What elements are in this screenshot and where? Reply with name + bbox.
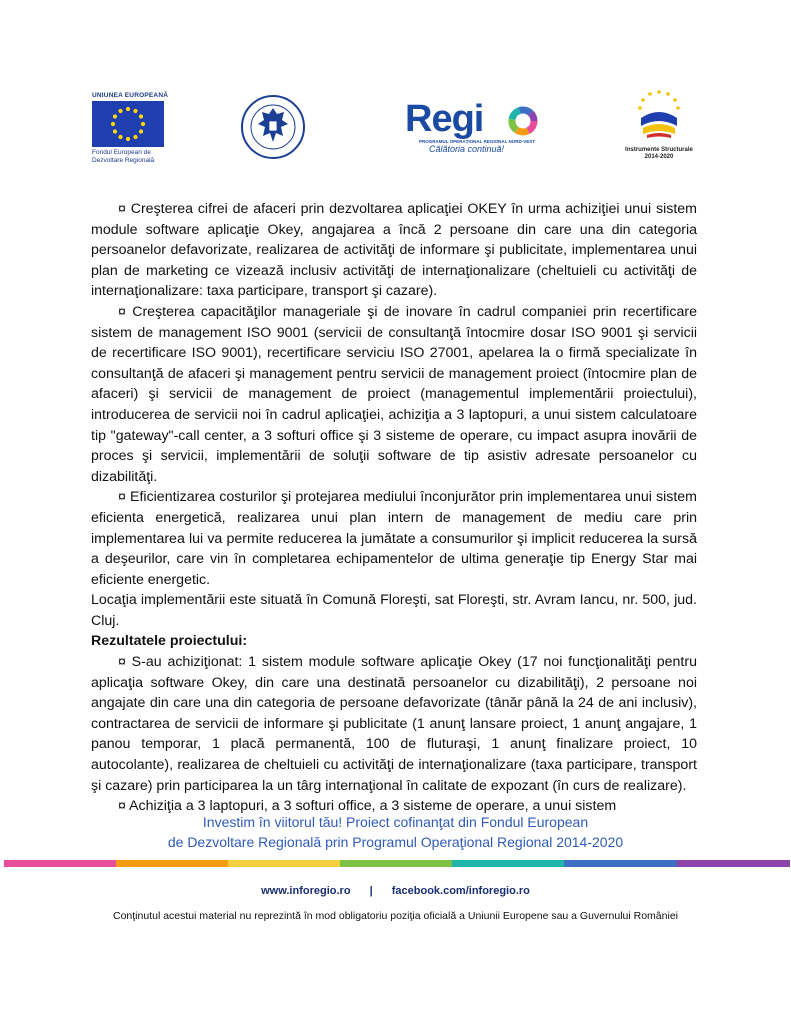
header-logos	[0, 88, 791, 168]
regio-ring-icon	[508, 106, 538, 136]
stripe-purple	[677, 860, 790, 867]
regio-program: PROGRAMUL OPERAȚIONAL REGIONAL	[419, 139, 508, 144]
stripe-teal	[452, 860, 564, 867]
paragraph-result-1: ¤ S-au achiziţionat: 1 sistem module software aplicaţie Okey (17 noi funcţionalităţi pentru aplicaţia software Okey, din care una destinată persoanelor cu dizabilităţi), 2 persoane noi angajate din care una din categoria de persoane defavorizate (tânăr până la 24 de ani inclusiv), contractarea de servicii de informare şi publicitate (1 anunţ lansare proiect, 1 anunţ angajare, 1 panou temporar, 1 placă permanentă, 100 de fluturaşi, 1 anunţ finalizare proiect, 10 autocolante), realizarea de cheltuieli cu activităţi de internaţionalizare (taxa participare, transport şi cazare) prin participarea la un târg internaţional în calitate de expozant (în curs de realizare).	[91, 654, 697, 794]
stripe-green	[340, 860, 452, 867]
paragraph-objective-1: ¤ Creşterea cifrei de afaceri prin dezvoltarea aplicaţiei OKEY în urma achiziţiei unui sistem module software aplicaţie Okey, angajarea a încă 2 persoane din care una din categoria persoanelor defavorizate, realizarea de activităţi de informare şi publicitate, implementarea unui plan de marketing ce vizează inclusiv activităţi de internaţionalizare (cheltuieli cu activităţi de internaţionalizare: taxa participare, transport şi cazare).	[91, 201, 697, 300]
paragraph-objective-2: ¤ Creşterea capacităţilor manageriale şi de inovare în cadrul companiei prin recertificare sistem de management ISO 9001 (servicii de consultanţă întocmire dosar ISO 9001 şi servicii de recertificare ISO 9001), recertificare serviciu ISO 27001, apelarea la o firmă specializate în consultanţă de afaceri şi management pentru servicii de management proiect (întocmire plan de afaceri) şi servicii de management de proiect (managementul implementării proiectului), introducerea de servicii noi în cadrul aplicaţiei, achiziţia a 3 laptopuri, a unui sistem calculatoare tip "gateway"-call center, a 3 softuri office şi 3 sisteme de operare, cu impact asupra inovării de proces şi servicii, implementării de soluţii software de tip asistiv adresate persoanelor cu dizabilităţi.	[91, 303, 697, 485]
regio-word: Regi	[405, 98, 484, 140]
stripe-orange	[116, 860, 228, 867]
footer-invest-line2: de Dezvoltare Regională prin Programul Operaţional Regional 2014-2020	[167, 834, 624, 850]
footer-disclaimer: Conţinutul acestui material nu reprezintă în mod obligatoriu poziţia oficială a Uniunii Europene sau a Guvernului României	[113, 910, 678, 922]
government-seal-icon	[238, 94, 308, 160]
stripe-pink	[4, 860, 116, 867]
structural-instruments-icon	[631, 88, 687, 140]
eu-logo-line1: Fondul European de	[92, 149, 151, 156]
eu-logo-line2: Dezvoltare Regională	[92, 157, 155, 164]
paragraph-objective-3: ¤ Eficientizarea costurilor şi protejarea mediului înconjurător prin implementarea unui sistem eficienta energetică, realizarea unui plan intern de management de mediu care prin implementarea lui va permite reducerea la jumătate a consumurilor şi implicit reducerea la sursă a deşeurilor, care vin în completarea echipamentelor de ultima generaţie tip Energy Star mai eficiente energetic.	[91, 489, 697, 588]
regio-wordmark	[405, 100, 545, 138]
eu-flag-icon	[92, 101, 164, 147]
stripe-yellow	[228, 860, 340, 867]
footer-invest-line1: Investim în viitorul tău! Proiect cofinanţat din Fondul European	[202, 814, 589, 830]
is-line1: Instrumente Structurale	[625, 147, 693, 153]
color-stripe	[4, 860, 790, 867]
document-body	[91, 199, 697, 817]
facebook-link[interactable]: facebook.com/inforegio.ro	[391, 885, 530, 897]
results-heading: Rezultatele proiectului:	[91, 633, 248, 650]
link-separator: |	[369, 885, 373, 897]
paragraph-location: Locaţia implementării este situată în Comună Floreşti, sat Floreşti, str. Avram Iancu, nr. 500, jud. Cluj.	[91, 592, 697, 629]
eu-logo-subtitle	[92, 149, 172, 165]
regio-region: NORD-VEST	[508, 139, 536, 144]
is-line2: 2014-2020	[644, 154, 674, 160]
eu-logo	[92, 92, 172, 165]
structural-instruments-logo	[614, 88, 704, 164]
regio-logo	[405, 100, 545, 160]
inforegio-link[interactable]: www.inforegio.ro	[261, 885, 351, 897]
eu-logo-title: UNIUNEA EUROPEANĂ	[92, 92, 169, 99]
footer-links	[0, 885, 791, 897]
stripe-blue	[564, 860, 677, 867]
regio-slogan: Călătoria continuă!	[429, 144, 505, 154]
paragraph-result-2: ¤ Achiziţia a 3 laptopuri, a 3 softuri office, a 3 sisteme de operare, a unui sistem	[118, 798, 617, 815]
footer-investment-text	[0, 812, 791, 852]
structural-instruments-text	[614, 147, 704, 161]
